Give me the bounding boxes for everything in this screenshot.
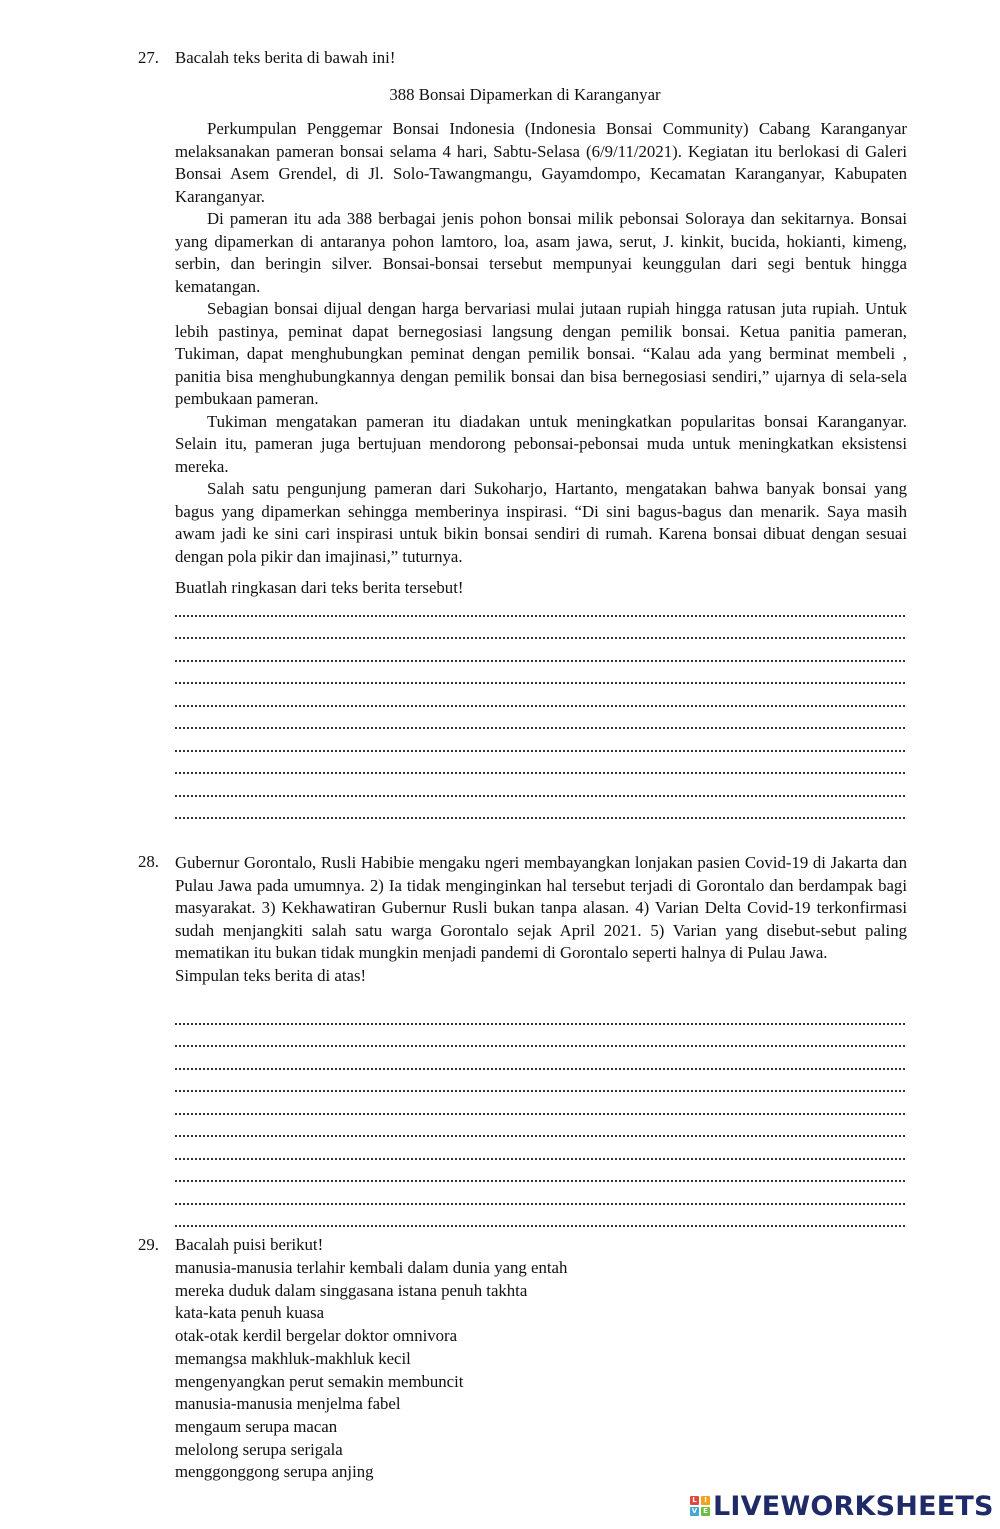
- answer-line: [175, 1211, 905, 1227]
- poem-line: melolong serupa serigala: [175, 1439, 343, 1459]
- news-paragraph: Sebagian bonsai dijual dengan harga bervariasi mulai jutaan rupiah hingga ratusan juta rupiah. Untuk lebih pastinya, peminat dapat bernegosiasi langsung dengan pemilik bonsai. Ketua panitia pameran, Tukiman, dapat menghubungkan peminat dengan pemilik bonsai. “Kalau ada yang berminat membeli , panitia bisa menghubungkannya dengan pemilik bonsai dan bisa bernegosiasi sendiri,” ujarnya di sela-sela pembukaan pameran.: [175, 299, 907, 408]
- answer-line: [175, 713, 905, 729]
- question-27-task: Buatlah ringkasan dari teks berita tersebut!: [175, 578, 464, 597]
- answer-line: [175, 1099, 905, 1115]
- poem-line: memangsa makhluk-makhluk kecil: [175, 1348, 411, 1368]
- poem-line: kata-kata penuh kuasa: [175, 1303, 325, 1323]
- answer-line: [175, 1189, 905, 1205]
- answer-line: [175, 1144, 905, 1160]
- news-paragraph: Di pameran itu ada 388 berbagai jenis pohon bonsai milik pebonsai Soloraya dan sekitarnya. Bonsai yang dipamerkan di antaranya pohon lamtoro, loa, asam jawa, serut, J. kinkit, bucida, hokianti, kimeng, serbin, dan beringin silver. Bonsai-bonsai tersebut mempunyai keunggulan dari segi bentuk hingga kematangan.: [175, 209, 907, 296]
- logo-wordmark: LIVEWORKSHEETS: [713, 1490, 994, 1522]
- logo-letter: E: [701, 1507, 710, 1516]
- poem-line: mereka duduk dalam singgasana istana penuh takhta: [175, 1280, 528, 1300]
- poem-line: menggonggong serupa anjing: [175, 1462, 374, 1482]
- poem-line: mengaum serupa macan: [175, 1416, 338, 1436]
- question-29-instruction: Bacalah puisi berikut!: [175, 1235, 324, 1254]
- logo-letter: L: [690, 1496, 699, 1505]
- news-paragraph: Perkumpulan Penggemar Bonsai Indonesia (Indonesia Bonsai Community) Cabang Karanganyar melaksanakan pameran bonsai selama 4 hari, Sabtu-Selasa (6/9/11/2021). Kegiatan itu berlokasi di Galeri Bonsai Asem Grendel, di Jl. Solo-Tawangmangu, Gayamdompo, Kecamatan Karanganyar, Kabupaten Karanganyar.: [175, 119, 907, 206]
- question-28-text: Gubernur Gorontalo, Rusli Habibie mengaku ngeri membayangkan lonjakan pasien Covid-19 di Jakarta dan Pulau Jawa pada umumnya. 2) Ia tidak menginginkan hal tersebut terjadi di Gorontalo dan berdampak bagi masyarakat. 3) Kekhawatiran Gubernur Rusli bukan tanpa alasan. 4) Varian Delta Covid-19 terkonfirmasi sudah menjangkiti salah satu warga Gorontalo sejak April 2021. 5) Varian yang disebut-sebut paling mematikan itu bukan tidak mungkin menjadi pandemi di Gorontalo seperti halnya di Pulau Jawa.: [175, 853, 907, 962]
- logo-letter: I: [701, 1496, 710, 1505]
- poem-line: otak-otak kerdil bergelar doktor omnivora: [175, 1326, 458, 1346]
- news-article: [175, 118, 907, 568]
- poem-line: manusia-manusia menjelma fabel: [175, 1394, 401, 1414]
- answer-line: [175, 736, 905, 752]
- poem: [175, 1257, 567, 1484]
- answer-line: [175, 803, 905, 819]
- answer-line: [175, 601, 905, 617]
- answer-line: [175, 1031, 905, 1047]
- logo-mark-icon: [690, 1496, 710, 1516]
- answer-line: [175, 1076, 905, 1092]
- answer-line: [175, 1009, 905, 1025]
- answer-line: [175, 691, 905, 707]
- question-28-task: Simpulan teks berita di atas!: [175, 965, 367, 985]
- liveworksheets-logo[interactable]: [690, 1491, 994, 1521]
- answer-line: [175, 646, 905, 662]
- news-paragraph: Tukiman mengatakan pameran itu diadakan untuk meningkatkan popularitas bonsai Karanganyar. Selain itu, pameran juga bertujuan mendorong pebonsai-pebonsai muda untuk meningkatkan eksistensi mereka.: [175, 411, 907, 476]
- question-27-number: 27.: [138, 48, 159, 67]
- answer-line: [175, 1121, 905, 1137]
- poem-line: manusia-manusia terlahir kembali dalam dunia yang entah: [175, 1258, 568, 1277]
- news-title: 388 Bonsai Dipamerkan di Karanganyar: [389, 85, 661, 104]
- question-28-number: 28.: [138, 852, 159, 871]
- logo-letter: V: [691, 1507, 698, 1515]
- poem-line: mengenyangkan perut semakin membuncit: [175, 1371, 464, 1391]
- question-27-instruction: Bacalah teks berita di bawah ini!: [175, 48, 396, 67]
- answer-line: [175, 758, 905, 774]
- answer-line: [175, 781, 905, 797]
- question-28-text-block: [175, 852, 907, 987]
- answer-line: [175, 623, 905, 639]
- question-29-number: 29.: [138, 1235, 159, 1254]
- news-paragraph: Salah satu pengunjung pameran dari Sukoharjo, Hartanto, mengatakan bahwa banyak bonsai yang bagus yang dipamerkan sehingga memberinya inspirasi. “Di sini bagus-bagus dan menarik. Saya masih awam jadi ke sini cari inspirasi untuk bikin bonsai sendiri di rumah. Karena bonsai dibuat dengan sesuai dengan pola pikir dan imajinasi,” tuturnya.: [175, 479, 907, 566]
- answer-line: [175, 1054, 905, 1070]
- answer-line: [175, 668, 905, 684]
- answer-line: [175, 1166, 905, 1182]
